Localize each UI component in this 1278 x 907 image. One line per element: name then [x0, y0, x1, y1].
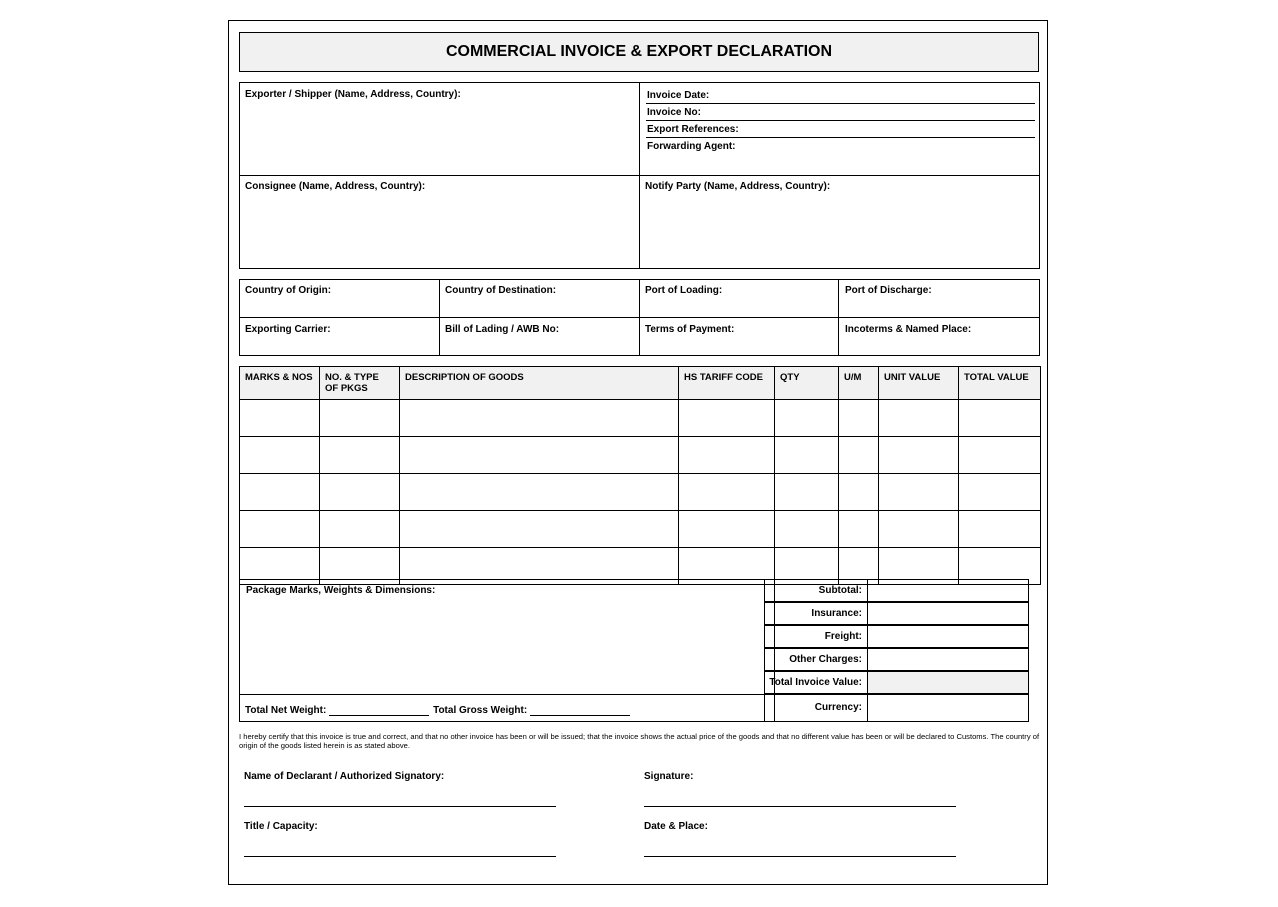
title-capacity-label: Title / Capacity: — [244, 821, 318, 832]
table-row — [240, 437, 1041, 474]
freight-row — [764, 625, 1029, 648]
table-cell[interactable] — [320, 437, 400, 474]
table-cell[interactable] — [679, 511, 775, 548]
subtotal-label: Subtotal: — [764, 579, 868, 602]
subtotal-value[interactable] — [867, 579, 1029, 602]
col-header-marks: MARKS & NOS — [240, 367, 320, 400]
date-place-label: Date & Place: — [644, 821, 708, 832]
title-capacity-line[interactable] — [244, 856, 556, 857]
port-loading-field[interactable] — [640, 279, 838, 317]
consignee-field[interactable] — [239, 176, 639, 269]
total-invoice-value-value[interactable] — [867, 671, 1029, 694]
other-charges-value[interactable] — [867, 648, 1029, 671]
insurance-value[interactable] — [867, 602, 1029, 625]
col-header-um: U/M — [839, 367, 879, 400]
table-row — [240, 474, 1041, 511]
table-cell[interactable] — [240, 400, 320, 437]
bill-of-lading-label: Bill of Lading / AWB No: — [445, 324, 560, 335]
table-cell[interactable] — [320, 400, 400, 437]
subtotal-row — [764, 579, 1029, 602]
terms-payment-label: Terms of Payment: — [645, 324, 735, 335]
declaration-text: I hereby certify that this invoice is true and correct, and that no other invoice has been or will be issued; that the invoice shows the actual price of the goods and that no different value has been or will be declared to Customs. The country of origin of the goods listed herein is as stated above. — [239, 732, 1040, 750]
exporting-carrier-label: Exporting Carrier: — [245, 324, 331, 335]
table-cell[interactable] — [400, 511, 679, 548]
consignee-label: Consignee (Name, Address, Country): — [245, 181, 426, 192]
signature-label: Signature: — [644, 771, 694, 782]
forwarding-agent-label: Forwarding Agent: — [647, 141, 736, 152]
invoice-no-line[interactable] — [646, 120, 1035, 121]
exporter-field[interactable] — [239, 82, 639, 175]
invoice-form — [228, 20, 1048, 885]
total-gross-weight-label: Total Gross Weight: — [433, 705, 528, 716]
gross-weight-blank[interactable] — [530, 704, 630, 716]
table-cell[interactable] — [839, 400, 879, 437]
incoterms-label: Incoterms & Named Place: — [845, 324, 972, 335]
currency-label: Currency: — [764, 694, 868, 722]
other-charges-label: Other Charges: — [764, 648, 868, 671]
declarant-name-line[interactable] — [244, 806, 556, 807]
table-cell[interactable] — [240, 474, 320, 511]
table-cell[interactable] — [879, 474, 959, 511]
currency-row — [764, 694, 1029, 722]
country-origin-field[interactable] — [239, 279, 439, 317]
insurance-label: Insurance: — [764, 602, 868, 625]
date-place-line[interactable] — [644, 856, 956, 857]
table-cell[interactable] — [320, 474, 400, 511]
col-header-qty: QTY — [775, 367, 839, 400]
port-loading-label: Port of Loading: — [645, 285, 723, 296]
table-row — [240, 511, 1041, 548]
col-header-pkgs: NO. & TYPE OF PKGS — [320, 367, 400, 400]
insurance-row — [764, 602, 1029, 625]
exporter-label: Exporter / Shipper (Name, Address, Country): — [245, 89, 461, 100]
table-cell[interactable] — [775, 437, 839, 474]
country-origin-label: Country of Origin: — [245, 285, 332, 296]
table-cell[interactable] — [679, 400, 775, 437]
currency-value[interactable] — [867, 694, 1029, 722]
invoice-date-line[interactable] — [646, 103, 1035, 104]
notify-party-field[interactable] — [640, 176, 1040, 269]
terms-payment-field[interactable] — [640, 318, 838, 356]
export-refs-line[interactable] — [646, 137, 1035, 138]
freight-label: Freight: — [764, 625, 868, 648]
table-cell[interactable] — [959, 437, 1041, 474]
freight-value[interactable] — [867, 625, 1029, 648]
col-header-description: DESCRIPTION OF GOODS — [400, 367, 679, 400]
table-cell[interactable] — [959, 474, 1041, 511]
col-header-hs-code: HS TARIFF CODE — [679, 367, 775, 400]
table-cell[interactable] — [959, 400, 1041, 437]
table-cell[interactable] — [879, 400, 959, 437]
incoterms-field[interactable] — [839, 318, 1039, 356]
weights-row — [245, 704, 634, 716]
port-discharge-field[interactable] — [839, 279, 1039, 317]
table-cell[interactable] — [240, 437, 320, 474]
table-cell[interactable] — [400, 400, 679, 437]
table-cell[interactable] — [839, 511, 879, 548]
export-refs-label: Export References: — [647, 124, 739, 135]
invoice-no-label: Invoice No: — [647, 107, 701, 118]
country-destination-label: Country of Destination: — [445, 285, 557, 296]
table-cell[interactable] — [775, 511, 839, 548]
country-destination-field[interactable] — [440, 279, 639, 317]
invoice-date-label: Invoice Date: — [647, 90, 710, 101]
other-charges-row — [764, 648, 1029, 671]
table-cell[interactable] — [240, 511, 320, 548]
table-cell[interactable] — [679, 437, 775, 474]
col-header-total-value: TOTAL VALUE — [959, 367, 1041, 400]
net-weight-blank[interactable] — [329, 704, 429, 716]
table-row — [240, 400, 1041, 437]
goods-table — [239, 366, 1041, 585]
total-invoice-value-label: Total Invoice Value: — [764, 671, 868, 694]
declarant-name-label: Name of Declarant / Authorized Signatory: — [244, 771, 445, 782]
port-discharge-label: Port of Discharge: — [845, 285, 932, 296]
form-title-box — [239, 32, 1039, 72]
table-cell[interactable] — [879, 437, 959, 474]
table-cell[interactable] — [775, 474, 839, 511]
table-cell[interactable] — [959, 511, 1041, 548]
invoice-info — [640, 82, 1040, 175]
total-invoice-value-row — [764, 671, 1029, 694]
table-cell[interactable] — [775, 400, 839, 437]
goods-header-row — [240, 367, 1041, 400]
table-cell[interactable] — [320, 511, 400, 548]
col-header-unit-value: UNIT VALUE — [879, 367, 959, 400]
exporting-carrier-field[interactable] — [239, 318, 439, 356]
package-marks-field[interactable] — [239, 579, 775, 722]
table-cell[interactable] — [879, 511, 959, 548]
table-cell[interactable] — [839, 437, 879, 474]
signature-line[interactable] — [644, 806, 956, 807]
form-title: COMMERCIAL INVOICE & EXPORT DECLARATION — [445, 43, 833, 60]
table-cell[interactable] — [400, 437, 679, 474]
bill-of-lading-field[interactable] — [440, 318, 639, 356]
package-marks-label: Package Marks, Weights & Dimensions: — [246, 585, 436, 596]
table-cell[interactable] — [400, 474, 679, 511]
weights-divider — [239, 694, 775, 695]
total-net-weight-label: Total Net Weight: — [245, 705, 327, 716]
table-cell[interactable] — [839, 474, 879, 511]
notify-party-label: Notify Party (Name, Address, Country): — [645, 181, 831, 192]
table-cell[interactable] — [679, 474, 775, 511]
